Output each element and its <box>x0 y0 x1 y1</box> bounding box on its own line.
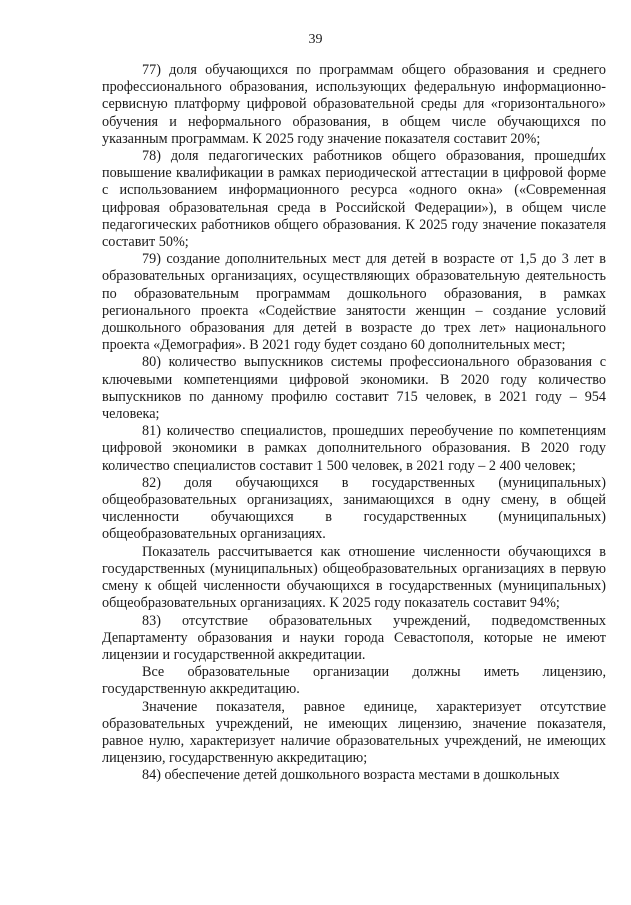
paragraph-item-83: 83) отсутствие образовательных учреждений, подведомственных Департаменту образования и науки города Севастополя, которые не имеют лицензии и государственной аккредитации. <box>102 612 606 663</box>
paragraph-license-requirement: Все образовательные организации должны иметь лицензию, государственную аккредитацию. <box>102 664 606 698</box>
paragraph-indicator-value: Значение показателя, равное единице, характеризует отсутствие образовательных учреждений, не имеющих лицензию, значение показателя, равное нулю, характеризует наличие образовательных учреждений, не имеющих лицензию, государственную аккредитацию; <box>102 698 606 767</box>
page-number: 39 <box>308 32 323 47</box>
paragraph-item-80: 80) количество выпускников системы профессионального образования с ключевыми компетенциями цифровой экономики. В 2020 году количество выпускников по данному профилю составит 715 человек, в 2021 году – 954 человека; <box>102 354 606 423</box>
paragraph-item-77: 77) доля обучающихся по программам общего образования и среднего профессионального образования, использующих федеральную информационно-сервисную платформу цифровой образовательной среды для «горизонтального» обучения и неформального образования, в общем числе обучающихся по указанным программам. К 2025 году значение показателя составит 20%; <box>102 62 606 147</box>
document-body <box>102 62 606 785</box>
paragraph-item-82: 82) доля обучающихся в государственных (муниципальных) общеобразовательных организациях, занимающихся в одну смену, в общей численности обучающихся в государственных (муниципальных) общеобразовательных организациях. <box>102 474 606 543</box>
paragraph-item-81: 81) количество специалистов, прошедших переобучение по компетенциям цифровой экономики в рамках дополнительного образования. В 2020 году количество специалистов составит 1 500 человек, в 2021 году – 2 400 человек; <box>102 423 606 474</box>
paragraph-indicator-calculation: Показатель рассчитывается как отношение численности обучающихся в государственных (муниципальных) общеобразовательных организациях в первую смену к общей численности обучающихся в государственных (муниципальных) общеобразовательных организациях. К 2025 году показатель составит 94%; <box>102 543 606 612</box>
paragraph-item-79: 79) создание дополнительных мест для детей в возрасте от 1,5 до 3 лет в образовательных организациях, осуществляющих образовательную деятельность по образовательным программам дошкольного образования, в рамках регионального проекта «Содействие занятости женщин – создание условий дошкольного образования для детей в возрасте до трех лет» национального проекта «Демография». В 2021 году будет создано 60 дополнительных мест; <box>102 251 606 354</box>
paragraph-item-84: 84) обеспечение детей дошкольного возраста местами в дошкольных <box>142 767 560 784</box>
paragraph-item-78: 78) доля педагогических работников общего образования, прошедших повышение квалификации в рамках периодической аттестации в цифровой форме с использованием информационного ресурса «одного окна» («Современная цифровая образовательная среда в Российской Федерации»), в общем числе педагогических работников общего образования. К 2025 году значение показателя составит 50%; <box>102 148 606 251</box>
